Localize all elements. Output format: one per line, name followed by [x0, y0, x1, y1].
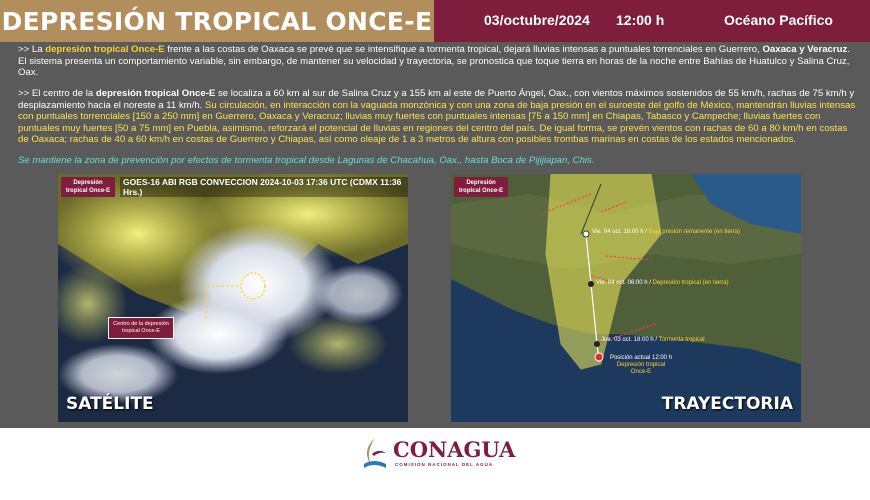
track-point-1-time: Vie. 04 oct. 18:00 h / — [592, 229, 647, 235]
current-position — [609, 355, 673, 376]
image-section — [0, 174, 870, 428]
conagua-logo-text: CONAGUA — [393, 437, 516, 462]
conagua-logo-icon — [360, 436, 390, 475]
track-point-2 — [596, 280, 729, 286]
satellite-badge: Depresión tropical Once-E — [61, 177, 115, 197]
trajectory-map — [451, 174, 801, 422]
conagua-logo-subtitle: COMISIÓN NACIONAL DEL AGUA — [395, 462, 494, 467]
p1-states: Oaxaca y Veracruz — [762, 44, 848, 55]
header-time: 12:00 h — [616, 12, 665, 28]
satellite-graphic — [58, 174, 408, 422]
p2-location: se localiza a 60 km al sur de Salina Cruz y a 155 km al este de Puerto Ángel, Oax., con vientos máximos sostenidos de 55 km/h, rachas de 75 km/h y desplazamiento hacia el noreste a 11 km/h. — [18, 88, 855, 111]
bulletin-paragraph-2 — [18, 88, 860, 146]
satellite-caption: GOES-16 ABI RGB CONVECCION 2024-10-03 17:36 UTC (CDMX 11:36 Hrs.) — [120, 177, 408, 197]
trajectory-graphic — [451, 174, 801, 422]
current-position-label: Posición actual 12:00 h — [609, 355, 673, 361]
p2-forecast: Su circulación, en interacción con la vaguada monzónica y con una zona de baja presión en el suroeste del golfo de México, mantendrán lluvias intensas con puntuales torrenciales [150 a 250 mm] en Guerrero, Oaxaca y Veracruz; lluvias muy fuertes con puntuales intensas [75 a 150 mm] en Chiapas, Tabasco y Campeche; lluvias fuertes con puntuales muy fuertes [50 a 75 mm] en Puebla, asimismo, reforzará el potencial de lluvias en regiones del centro del país. De igual forma, se prevén vientos con rachas de 60 a 80 km/h en costas de Oaxaca; rachas de 40 a 60 km/h en costas de Guerrero y Chiapas, así como oleaje de 1 a 3 metros de altura con posibles trombas marinas en costas de los estados mencionados. — [18, 99, 856, 145]
track-point-3-status: Tormenta tropical — [658, 337, 705, 343]
track-point-1 — [592, 229, 740, 235]
p1-middle: frente a las costas de Oaxaca se prevé que se intensifique a tormenta tropical, dejará lluvias intensas a puntuales torrenciales en Guerrero, — [164, 44, 763, 55]
current-position-status: Depresión tropical Once-E — [616, 362, 666, 375]
bulletin-paragraph-1 — [18, 44, 860, 79]
track-point-2-time: Vie. 04 oct. 06:00 h / — [596, 280, 651, 286]
track-point-1-status: Baja presión remanente (en tierra) — [648, 229, 740, 235]
p1-prefix: >> La — [18, 44, 46, 55]
trajectory-label: TRAYECTORIA — [661, 394, 793, 414]
header-ocean: Océano Pacífico — [724, 12, 833, 28]
p1-rest: . El sistema presenta un comportamiento variable, sin embargo, de mantener su velocidad y trayectoria, se pronostica que toque tierra en horas de la noche entre Bahías de Huatulco y Salina Cruz, Oax. — [18, 44, 850, 78]
trajectory-badge: Depresión tropical Once-E — [454, 177, 508, 197]
satellite-image — [58, 174, 408, 422]
track-point-3 — [601, 337, 705, 343]
prevention-zone-note: Se mantiene la zona de prevención por efectos de tormenta tropical desde Lagunas de Chacahua, Oax., hasta Boca de Pijijiapan, Chis. — [18, 155, 595, 166]
page-title: DEPRESIÓN TROPICAL ONCE-E — [1, 6, 433, 36]
track-point-3-time: Jue. 03 oct. 18:00 h / — [601, 337, 658, 343]
center-callout: Centro de la depresión tropical Once-E — [108, 317, 174, 339]
satellite-label: SATÉLITE — [66, 394, 154, 414]
p2-storm-name: depresión tropical Once-E — [95, 88, 216, 99]
p1-storm-name: depresión tropical Once-E — [45, 44, 165, 55]
header-date: 03/octubre/2024 — [484, 12, 590, 28]
bulletin-panel — [0, 42, 870, 174]
header-info — [434, 0, 870, 42]
p2-prefix: >> El centro de la — [18, 88, 96, 99]
track-point-2-status: Depresión tropical (en tierra) — [652, 280, 729, 286]
header-bar — [0, 0, 870, 42]
